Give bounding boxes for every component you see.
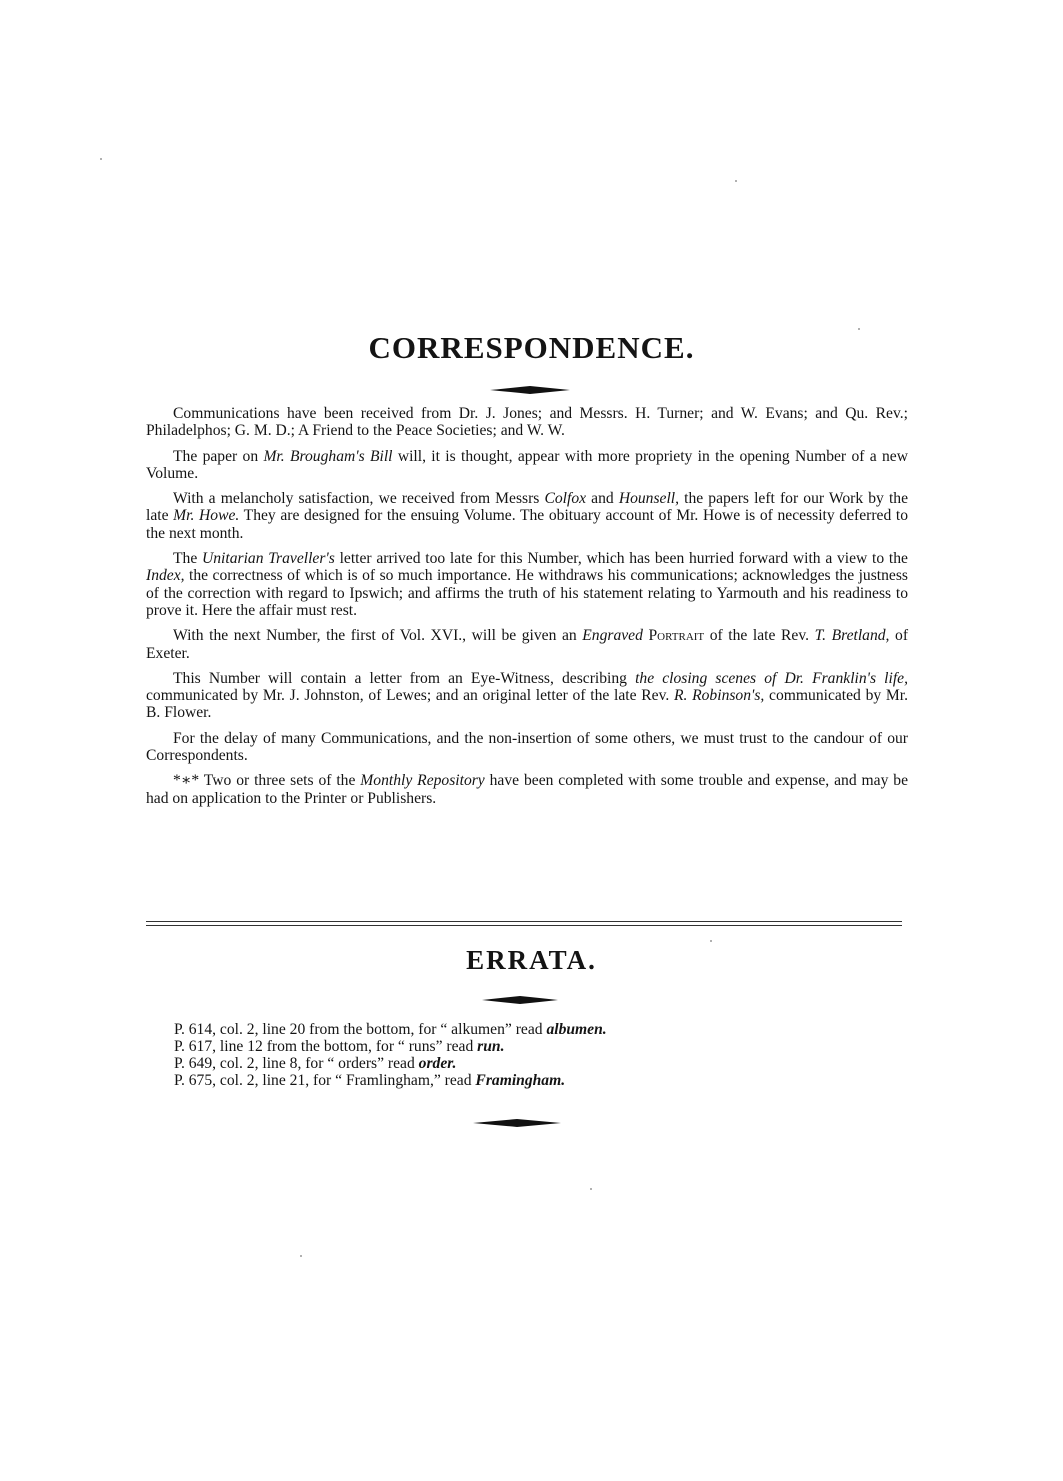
text-segment: the papers left for our Work by the late xyxy=(146,490,908,525)
text-segment: Portrait xyxy=(642,627,705,645)
errata-list xyxy=(174,1021,874,1089)
scan-speck xyxy=(300,1255,302,1257)
text-segment: have been completed with some trouble and expense, and may be had on application to the Printer or Publishers. xyxy=(146,772,908,807)
text-segment: communicated by Mr. B. Flower. xyxy=(146,687,908,722)
errata-correction: run. xyxy=(477,1038,505,1055)
errata-reference: P. 614, col. 2, line 20 from the bottom, for “ alkumen” read xyxy=(174,1021,547,1038)
errata-heading: ERRATA. xyxy=(466,945,597,975)
paragraph-communications xyxy=(146,405,908,440)
text-segment: of Exeter. xyxy=(146,627,909,662)
errata-item xyxy=(174,1055,874,1072)
text-segment: Index, xyxy=(146,567,185,585)
text-segment: *∗* Two or three sets of the xyxy=(173,772,361,790)
errata-correction: albumen. xyxy=(546,1021,607,1038)
text-segment: With a melancholy satisfaction, we received from Messrs xyxy=(173,490,545,508)
paragraph-portrait xyxy=(146,627,908,662)
text-segment: Monthly Repository xyxy=(360,772,485,790)
text-segment: The paper on xyxy=(173,447,264,465)
paragraph-howe xyxy=(146,490,908,542)
paragraph-delay xyxy=(146,730,908,765)
text-segment: the correctness of which is of so much importance. He withdraws his communications; acknowledges the justness of the correction with regard to Ipswich; and affirms the truth of his statement relating to Yarmouth and his readiness to prove it. Here the affair must rest. xyxy=(146,567,908,619)
ornament-divider-icon xyxy=(490,386,570,392)
text-segment: the closing scenes of Dr. Franklin's life, xyxy=(635,669,908,687)
text-segment: Engraved xyxy=(582,627,643,645)
text-segment: Hounsell, xyxy=(618,490,680,508)
paragraph-brougham xyxy=(146,448,908,483)
text-segment: Colfox xyxy=(544,490,587,508)
double-rule-bottom xyxy=(146,925,902,926)
text-segment: With the next Number, the first of Vol. XVI., will be given an xyxy=(173,627,583,645)
paragraph-franklin xyxy=(146,670,908,722)
text-segment: This Number will contain a letter from an Eye-Witness, describing xyxy=(173,669,636,687)
text-segment: Unitarian Traveller's xyxy=(201,550,335,568)
errata-item xyxy=(174,1021,874,1038)
paragraph-traveller xyxy=(146,550,908,619)
scan-speck xyxy=(735,180,737,182)
errata-correction: Framingham. xyxy=(475,1072,566,1089)
text-segment: They are designed for the ensuing Volume. The obituary account of Mr. Howe is of necessity deferred to the next month. xyxy=(146,507,909,542)
text-segment: T. Bretland, xyxy=(814,627,890,645)
scan-speck xyxy=(858,328,860,330)
text-segment: The xyxy=(173,550,202,568)
text-segment: Mr. Howe. xyxy=(173,507,240,525)
errata-reference: P. 617, line 12 from the bottom, for “ runs” read xyxy=(174,1038,478,1055)
correspondence-body xyxy=(146,405,908,815)
text-segment: Communications have been received from Dr. J. Jones; and Messrs. H. Turner; and W. Evans; and Qu. Rev.; Philadelphos; G. M. D.; A Friend to the Peace Societies; and W. W. xyxy=(146,405,908,440)
errata-reference: P. 649, col. 2, line 8, for “ orders” read xyxy=(174,1055,419,1072)
text-segment: will, it is thought, appear with more propriety in the opening Number of a new Volume. xyxy=(146,447,908,482)
double-rule-top xyxy=(146,921,902,922)
scan-speck xyxy=(590,1188,592,1190)
ornament-divider-icon xyxy=(473,1119,561,1125)
errata-reference: P. 675, col. 2, line 21, for “ Framlingham,” read xyxy=(174,1072,476,1089)
text-segment: For the delay of many Communications, and the non-insertion of some others, we must trust to the candour of our Correspondents. xyxy=(146,729,908,765)
text-segment: letter arrived too late for this Number, which has been hurried forward with a view to the xyxy=(334,550,908,568)
paragraph-sets xyxy=(146,772,908,807)
text-segment: Mr. Brougham's Bill xyxy=(263,447,393,465)
text-segment: and xyxy=(586,490,619,508)
scan-speck xyxy=(710,940,712,942)
errata-item xyxy=(174,1038,874,1055)
text-segment: communicated by Mr. J. Johnston, of Lewes; and an original letter of the late Rev. xyxy=(146,687,674,705)
text-segment: of the late Rev. xyxy=(704,627,815,645)
text-segment: R. Robinson's, xyxy=(673,687,765,705)
errata-correction: order. xyxy=(418,1055,457,1072)
correspondence-heading: CORRESPONDENCE. xyxy=(368,330,695,365)
errata-item xyxy=(174,1072,874,1089)
scan-speck xyxy=(100,158,102,160)
ornament-divider-icon xyxy=(482,996,558,1002)
